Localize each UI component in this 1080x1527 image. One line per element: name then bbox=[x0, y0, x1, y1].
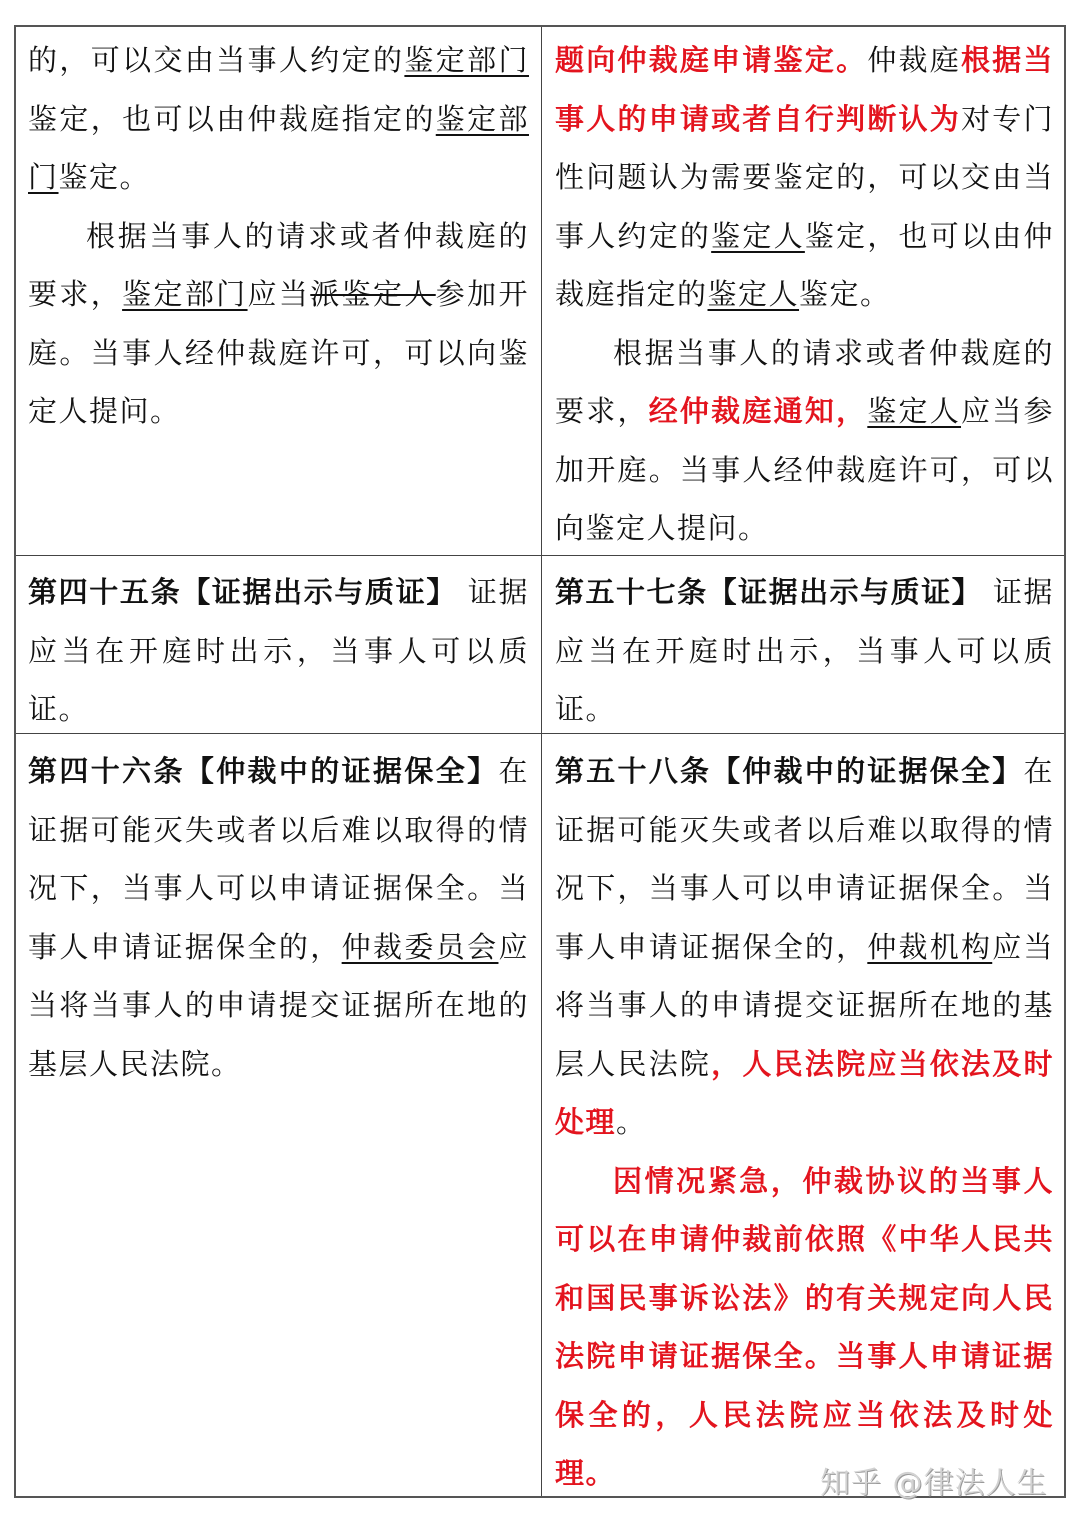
comparison-table bbox=[14, 25, 1066, 1498]
row-3-right-cell bbox=[543, 742, 1066, 1498]
text-run: 证据应当在开庭时出示，当事人可以质证。 bbox=[28, 575, 529, 726]
text-run: 应当参加开庭。当事人经仲裁庭许可，可以向鉴定人提问。 bbox=[555, 394, 1054, 545]
text-run: 在证据可能灭失或者以后难以取得的情况下，当事人可以申请证据保全。当事人申请证据保全的， bbox=[555, 754, 1054, 964]
underlined-text: 鉴定部门 bbox=[404, 43, 529, 77]
text-run: 应当将当事人的申请提交证据所在地的基层人民法院。 bbox=[28, 929, 529, 1081]
article-heading: 第四十五条【证据出示与质证】 bbox=[28, 575, 457, 609]
row-1-left-cell bbox=[16, 31, 541, 555]
text-run: 应当将当事人的申请提交证据所在地的基层人民法院 bbox=[555, 929, 1054, 1081]
paragraph bbox=[555, 31, 1054, 324]
text-run: 根据当事人的请求或者仲裁庭的要求， bbox=[28, 218, 529, 311]
article-heading: 第五十八条【仲裁中的证据保全】 bbox=[555, 754, 1024, 788]
row-1-right-cell bbox=[543, 31, 1066, 555]
text-run: 在证据可能灭失或者以后难以取得的情况下，当事人可以申请证据保全。当事人申请证据保全的， bbox=[28, 754, 529, 964]
underlined-text: 仲裁机构 bbox=[867, 929, 993, 964]
paragraph bbox=[28, 207, 529, 441]
text-run: 证据应当在开庭时出示，当事人可以质证。 bbox=[555, 575, 1054, 726]
highlighted-text: 题向仲裁庭申请鉴定。 bbox=[555, 43, 868, 77]
row-3-left-cell bbox=[16, 742, 541, 1498]
row-2-right-cell bbox=[543, 563, 1066, 733]
text-run: 根据当事人的请求或者仲裁庭的要求， bbox=[555, 335, 1054, 428]
paragraph bbox=[555, 563, 1054, 739]
text-run: 应当 bbox=[247, 277, 311, 311]
paragraph bbox=[555, 324, 1054, 558]
column-divider bbox=[541, 27, 542, 1496]
underlined-text: 鉴定部门 bbox=[122, 277, 248, 311]
paragraph bbox=[555, 1152, 1054, 1503]
underlined-text: 鉴定人 bbox=[707, 277, 800, 311]
article-heading: 第五十七条【证据出示与质证】 bbox=[555, 575, 983, 609]
highlighted-text: ，人民法院应当依法及时处理 bbox=[555, 1046, 1054, 1139]
struck-text: 派鉴定人 bbox=[310, 277, 436, 311]
paragraph bbox=[28, 31, 529, 207]
text-run: 对专门性问题认为需要鉴定的，可以交由当事人约定的 bbox=[555, 101, 1054, 253]
text-run: 鉴定。 bbox=[799, 277, 891, 311]
paragraph bbox=[28, 742, 529, 1093]
article-heading: 第四十六条【仲裁中的证据保全】 bbox=[28, 754, 499, 788]
row-2-left-cell bbox=[16, 563, 541, 733]
text-run: 。 bbox=[616, 1105, 647, 1139]
text-run: 参加开庭。当事人经仲裁庭许可，可以向鉴定人提问。 bbox=[28, 277, 529, 428]
paragraph bbox=[28, 563, 529, 739]
text-run: 的，可以交由当事人约定的 bbox=[28, 43, 405, 77]
paragraph bbox=[555, 742, 1054, 1152]
text-run: 仲裁庭 bbox=[867, 43, 962, 77]
highlighted-text: 因情况紧急，仲裁协议的当事人可以在申请仲裁前依照《中华人民共和国民事诉讼法》的有关规定向人民法院申请证据保全。当事人申请证据保全的，人民法院应当依法及时处理。 bbox=[555, 1163, 1054, 1490]
highlighted-text: 经仲裁庭通知， bbox=[648, 394, 868, 428]
underlined-text: 鉴定人 bbox=[711, 218, 805, 253]
underlined-text: 仲裁委员会 bbox=[341, 929, 499, 964]
highlighted-text: 根据当事人的申请或者自行判断认为 bbox=[555, 43, 1054, 136]
text-run: 鉴定，也可以由仲裁庭指定的 bbox=[555, 218, 1054, 311]
watermark: 知乎 @律法人生 bbox=[820, 1466, 1048, 1501]
underlined-text: 鉴定人 bbox=[867, 394, 962, 428]
underlined-text: 鉴定部门 bbox=[28, 101, 529, 194]
text-run: 鉴定。 bbox=[58, 160, 151, 194]
text-run: 鉴定，也可以由仲裁庭指定的 bbox=[28, 101, 436, 136]
